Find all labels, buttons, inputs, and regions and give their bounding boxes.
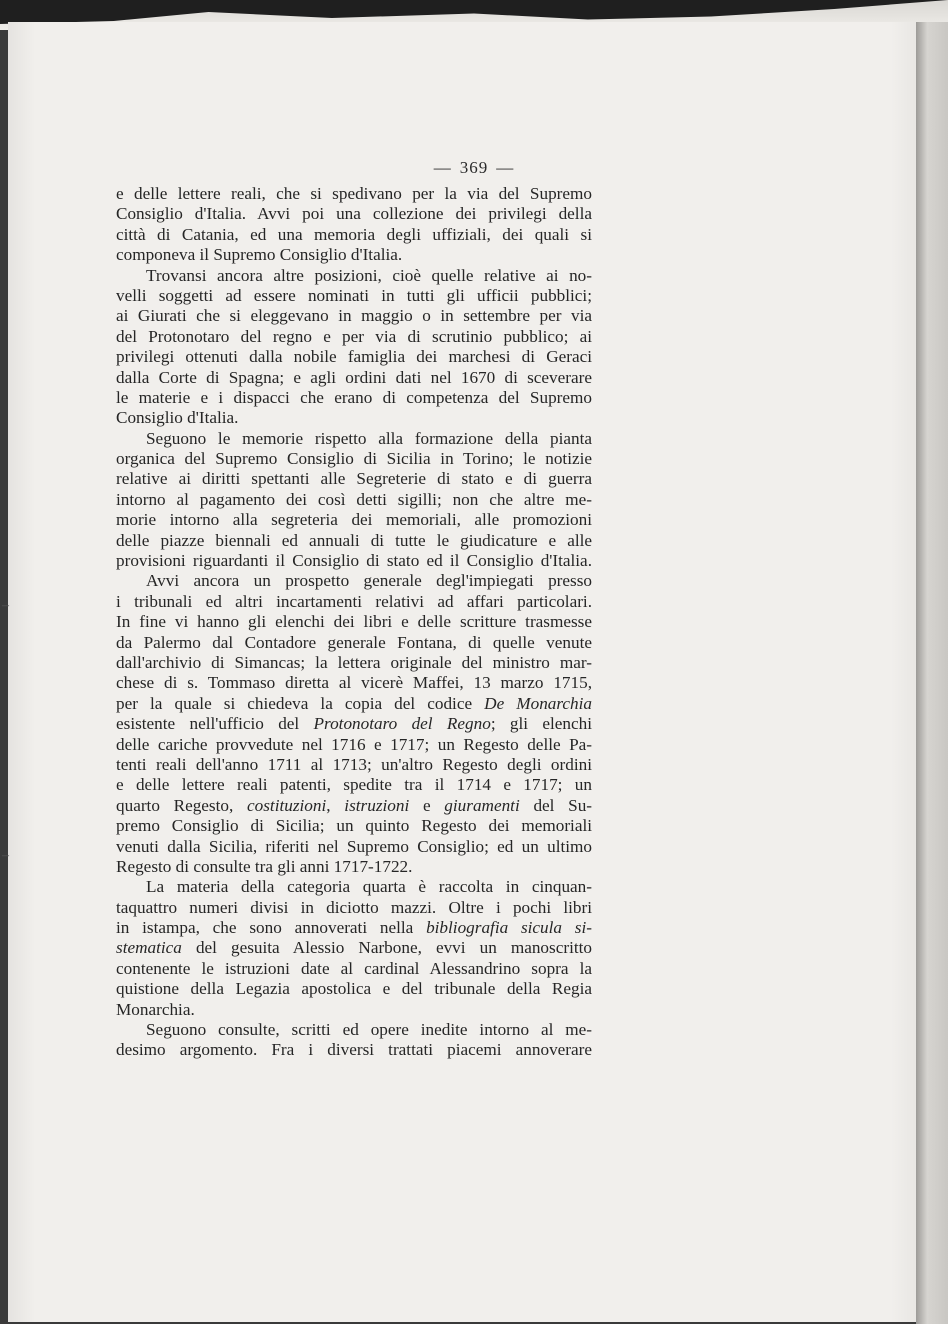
text-line: Regesto di consulte tra gli anni 1717-1722. bbox=[116, 856, 413, 876]
text-line: provisioni riguardanti il Consiglio di stato ed il Consiglio d'Italia. bbox=[116, 551, 592, 571]
text-line: taquattro numeri divisi in diciotto mazzi. Oltre i pochi libri bbox=[116, 897, 592, 917]
text-line: delle piazze biennali ed annuali di tutte le giudicature e alle bbox=[116, 530, 592, 550]
text-line: premo Consiglio di Sicilia; un quinto Regesto dei memoriali bbox=[116, 816, 592, 836]
text-line bbox=[116, 796, 592, 816]
italic-title: Protonotaro del Regno bbox=[313, 714, 491, 734]
text-line: e delle lettere reali, che si spedivano per la via del Supremo bbox=[116, 184, 592, 203]
text-line: tenti reali dell'anno 1711 al 1713; un'altro Regesto degli ordini bbox=[116, 754, 592, 774]
text-line: le materie e i dispacci che erano di competenza del Supremo bbox=[116, 387, 592, 407]
text-line: organica del Supremo Consiglio di Sicilia in Torino; le notizie bbox=[116, 449, 592, 469]
italic-term: giuramenti bbox=[444, 795, 520, 815]
text-fragment: e bbox=[409, 795, 445, 815]
text-line: città di Catania, ed una memoria degli uffiziali, dei quali si bbox=[116, 224, 592, 244]
page-number-dash-left: — bbox=[433, 158, 452, 177]
text-line bbox=[116, 714, 592, 734]
text-line: ai Giurati che si eleggevano in maggio o in settembre per via bbox=[116, 306, 592, 326]
text-line: chese di s. Tommaso diretta al vicerè Maffei, 13 marzo 1715, bbox=[116, 673, 592, 693]
margin-mark: – bbox=[2, 598, 9, 613]
page-edge-shadow bbox=[916, 22, 948, 1324]
text-line: In fine vi hanno gli elenchi dei libri e delle scritture trasmesse bbox=[116, 612, 592, 632]
text-fragment: per la quale si chiedeva la copia del codice bbox=[116, 693, 473, 713]
text-fragment: del Su- bbox=[519, 795, 593, 815]
text-line: da Palermo dal Contadore generale Fontana, di quelle venute bbox=[116, 632, 592, 652]
text-line: del Protonotaro del regno e per via di scrutinio pubblico; ai bbox=[116, 326, 592, 346]
italic-title: stematica bbox=[116, 938, 182, 958]
text-fragment: ; gli elenchi bbox=[490, 714, 593, 734]
text-fragment: in istampa, che sono annoverati nella bbox=[116, 918, 414, 938]
italic-title: bibliografia sicula si- bbox=[426, 918, 592, 938]
text-line: Avvi ancora un prospetto generale degl'impiegati presso bbox=[146, 571, 592, 591]
text-line: Monarchia. bbox=[116, 999, 195, 1019]
text-line: quistione della Legazia apostolica e del tribunale della Regia bbox=[116, 979, 592, 999]
italic-term: istruzioni bbox=[344, 795, 410, 815]
text-fragment: del gesuita Alessio Narbone, evvi un manoscritto bbox=[195, 938, 592, 958]
text-line: relative ai diritti spettanti alle Segreterie di stato e di guerra bbox=[116, 469, 592, 489]
text-line: contenente le istruzioni date al cardinal Alessandrino sopra la bbox=[116, 958, 592, 978]
text-line: e delle lettere reali patenti, spedite tra il 1714 e 1717; un bbox=[116, 775, 592, 795]
text-line: delle cariche provvedute nel 1716 e 1717; un Regesto delle Pa- bbox=[116, 734, 592, 754]
page-number bbox=[0, 158, 948, 178]
text-line: morie intorno alla segreteria dei memoriali, alle promozioni bbox=[116, 510, 592, 530]
text-line: La materia della categoria quarta è raccolta in cinquan- bbox=[146, 877, 592, 897]
page-number-value: 369 bbox=[459, 158, 489, 177]
text-line: dall'archivio di Simancas; la lettera originale del ministro mar- bbox=[116, 652, 592, 672]
text-line: Trovansi ancora altre posizioni, cioè quelle relative ai no- bbox=[146, 265, 592, 285]
text-line: venuti dalla Sicilia, riferiti nel Supremo Consiglio; ed un ultimo bbox=[116, 836, 592, 856]
text-line bbox=[116, 938, 592, 958]
text-fragment: quarto Regesto, bbox=[116, 795, 234, 815]
margin-mark: – bbox=[2, 848, 9, 863]
italic-term: costituzioni bbox=[247, 795, 327, 815]
text-line: privilegi ottenuti dalla nobile famiglia dei marchesi di Geraci bbox=[116, 347, 592, 367]
text-line: velli soggetti ad essere nominati in tutti gli ufficii pubblici; bbox=[116, 285, 592, 305]
text-line: desimo argomento. Fra i diversi trattati piacemi annoverare bbox=[116, 1040, 592, 1060]
page-number-dash-right: — bbox=[496, 158, 515, 177]
text-line: Consiglio d'Italia. bbox=[116, 408, 239, 428]
text-line: Seguono consulte, scritti ed opere inedite intorno al me- bbox=[146, 1020, 592, 1040]
body-text bbox=[116, 184, 592, 1061]
text-line: Consiglio d'Italia. Avvi poi una collezione dei privilegi della bbox=[116, 204, 592, 224]
italic-title: De Monarchia bbox=[484, 693, 593, 713]
text-fragment: , bbox=[326, 795, 331, 815]
text-line: dalla Corte di Spagna; e agli ordini dati nel 1670 di sceverare bbox=[116, 367, 592, 387]
text-line bbox=[116, 694, 592, 714]
text-fragment: esistente nell'ufficio del bbox=[116, 714, 300, 734]
text-line: Seguono le memorie rispetto alla formazione della pianta bbox=[146, 428, 592, 448]
text-line: i tribunali ed altri incartamenti relativi ad affari particolari. bbox=[116, 591, 592, 611]
text-line: intorno al pagamento dei così detti sigilli; non che altre me- bbox=[116, 489, 592, 509]
text-line bbox=[116, 918, 592, 938]
text-line: componeva il Supremo Consiglio d'Italia. bbox=[116, 245, 403, 265]
